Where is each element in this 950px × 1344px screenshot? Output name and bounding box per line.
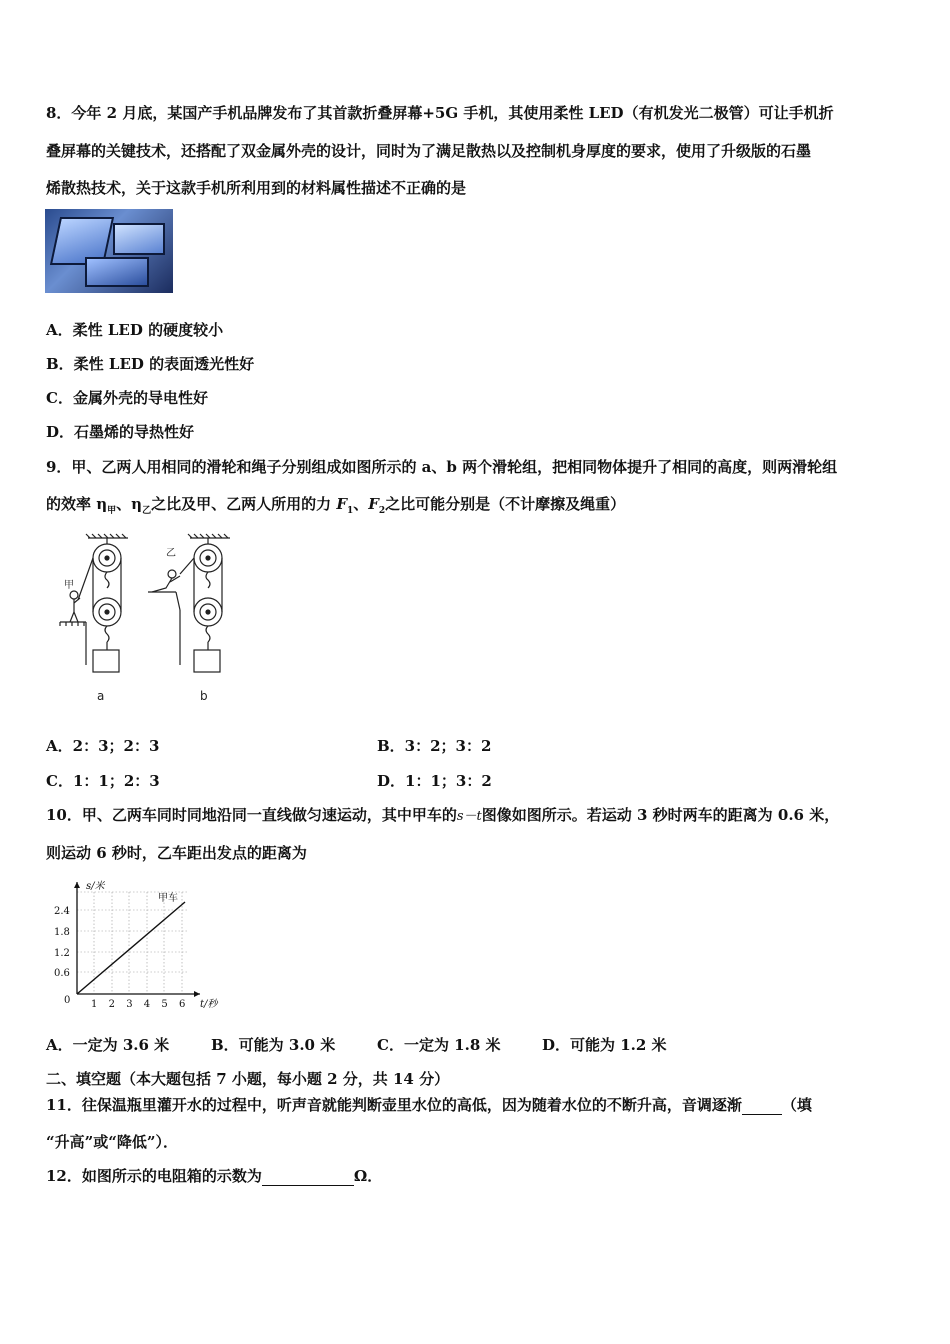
section-heading: 二、填空题（本大题包括 7 小题，每小题 2 分，共 14 分） xyxy=(46,1070,450,1088)
line-label-jia: 甲车 xyxy=(158,893,178,904)
q11-blank xyxy=(742,1096,782,1115)
st-graph xyxy=(50,876,230,1011)
q8-option-a: A．柔性 LED 的硬度较小 xyxy=(46,321,224,339)
q11-text-line2: “升高”或“降低”）． xyxy=(46,1133,179,1151)
x-axis-label: t/秒 xyxy=(200,999,218,1010)
q8-text-line2: 叠屏幕的关键技术，还搭配了双金属外壳的设计，同时为了满足散热以及控制机身厚度的要求，使用了升级版的石墨 xyxy=(46,142,812,160)
fig-label-yi: 乙 xyxy=(166,548,176,559)
q9-option-b: B．3：2；3：2 xyxy=(377,737,492,755)
x-tick-label: 4 xyxy=(143,999,151,1010)
jia-line xyxy=(77,902,185,994)
q8-option-b: B．柔性 LED 的表面透光性好 xyxy=(46,355,255,373)
foldable-phone-image xyxy=(45,209,173,293)
q12-blank xyxy=(262,1167,354,1186)
x-tick-label: 3 xyxy=(126,999,133,1010)
q9-option-c: C．1：1；2：3 xyxy=(46,772,160,790)
fig-label-b: b xyxy=(200,689,208,703)
q8-text-line1: 8．今年 2 月底，某国产手机品牌发布了其首款折叠屏幕+5G 手机，其使用柔性 LED（有机发光二极管）可让手机折 xyxy=(46,104,834,122)
y-tick-label: 1.8 xyxy=(54,927,70,938)
q9-option-d: D．1：1；3：2 xyxy=(377,772,492,790)
q10-option-b: B．可能为 3.0 米 xyxy=(211,1036,336,1054)
q9-text-line1: 9．甲、乙两人用相同的滑轮和绳子分别组成如图所示的 a、b 两个滑轮组，把相同物体提升了相同的高度，则两滑轮组 xyxy=(46,458,838,476)
y-axis-label: s/米 xyxy=(86,881,105,892)
q10-option-c: C．一定为 1.8 米 xyxy=(377,1036,501,1054)
q9-option-a: A．2：3；2：3 xyxy=(46,737,160,755)
y-tick-label: 0.6 xyxy=(54,968,70,979)
fig-label-a: a xyxy=(97,689,105,703)
x-tick-label: 5 xyxy=(161,999,168,1010)
q10-option-d: D．可能为 1.2 米 xyxy=(542,1036,667,1054)
q11-text-line1: 11．往保温瓶里灌开水的过程中，听声音就能判断壶里水位的高低，因为随着水位的不断升高，音调逐渐 （填 xyxy=(46,1096,812,1114)
origin-label: 0 xyxy=(64,995,71,1006)
y-tick-label: 1.2 xyxy=(54,948,70,959)
q12-text: 12．如图所示的电阻箱的示数为 Ω． xyxy=(46,1167,383,1185)
x-tick-label: 1 xyxy=(91,999,98,1010)
x-tick-label: 6 xyxy=(179,999,186,1010)
pulley-diagram xyxy=(50,530,240,710)
q9-text-line2: 的效率 $\eta_甲$、$\eta_乙$之比及甲、乙两人所用的力 $F_1$、$F_2$之比可能分别是（不计摩擦及绳重） xyxy=(46,495,626,516)
q10-text-line1: 10．甲、乙两车同时同地沿同一直线做匀速运动，其中甲车的s－t图像如图所示。若运动 3 秒时两车的距离为 0.6 米， xyxy=(46,806,840,824)
q8-option-d: D．石墨烯的导热性好 xyxy=(46,423,195,441)
x-tick-label: 2 xyxy=(108,999,115,1010)
q8-text-line3: 烯散热技术，关于这款手机所利用到的材料属性描述不正确的是 xyxy=(46,179,467,197)
q10-option-a: A．一定为 3.6 米 xyxy=(46,1036,170,1054)
q10-text-line2: 则运动 6 秒时，乙车距出发点的距离为 xyxy=(46,844,307,862)
y-tick-label: 2.4 xyxy=(54,906,70,917)
q8-option-c: C．金属外壳的导电性好 xyxy=(46,389,208,407)
fig-label-jia: 甲 xyxy=(64,580,74,591)
